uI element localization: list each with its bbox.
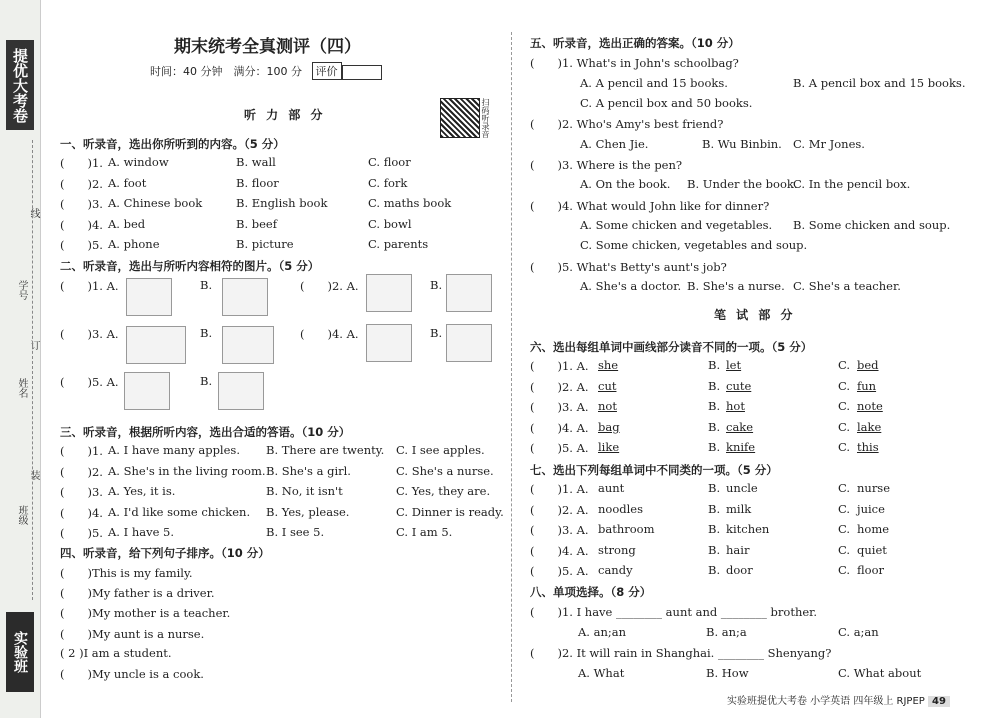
question-number: ( )3. — [60, 485, 103, 499]
question-number: ( )3. A. — [530, 523, 589, 537]
label-c: C. — [838, 522, 851, 536]
option-c: C. I see apples. — [396, 443, 485, 457]
cut-line — [32, 140, 33, 600]
answer-option: A. She's a doctor. — [580, 279, 682, 293]
word-a: like — [598, 440, 620, 454]
label-b: B. — [708, 501, 721, 516]
word-b: cake — [726, 419, 754, 434]
option-a: A. phone — [108, 237, 160, 251]
word-c: note — [857, 399, 883, 413]
answer-option: B. Wu Binbin. — [702, 137, 782, 151]
answer-option: C. Some chicken, vegetables and soup. — [580, 238, 808, 252]
word-a: cut — [598, 378, 617, 393]
label-b: B. — [708, 440, 721, 454]
label-b: B. — [708, 481, 721, 495]
option-b: B. No, it isn't — [266, 484, 343, 498]
picture-baby — [446, 274, 492, 312]
seal-char-2: 订 — [28, 340, 39, 350]
question-number: ( )4. A. — [530, 420, 589, 435]
question-text: ( )4. What would John like for dinner? — [530, 199, 770, 213]
option-a: A. Yes, it is. — [108, 484, 176, 498]
word-a: not — [598, 399, 617, 413]
word-c: juice — [857, 501, 885, 516]
section-5-title: 五、听录音，选出正确的答案。（10 分） — [530, 36, 740, 50]
label-b: B. — [708, 542, 721, 557]
pic-q5-label: ( )5. A. — [60, 375, 119, 389]
word-b: knife — [726, 440, 756, 454]
option-b: B. floor — [236, 175, 279, 190]
option-b: B. There are twenty. — [266, 443, 385, 457]
option-a: A. bed — [108, 216, 146, 231]
section-8-title: 八、单项选择。（8 分） — [530, 585, 652, 599]
question-text: ( )1. What's in John's schoolbag? — [530, 56, 739, 70]
section-2-title: 二、听录音，选出与所听内容相符的图片。（5 分） — [60, 259, 320, 273]
question-number: ( )3. — [60, 197, 103, 211]
word-b: hair — [726, 542, 750, 557]
option-a: A. foot — [108, 175, 147, 190]
option-a: A. I have many apples. — [108, 443, 240, 457]
word-a: strong — [598, 542, 636, 557]
option-b: B. wall — [236, 155, 276, 169]
question-text: ( )5. What's Betty's aunt's job? — [530, 260, 727, 274]
word-b: uncle — [726, 481, 758, 495]
word-a: bathroom — [598, 522, 655, 536]
label-c: C. — [838, 563, 851, 577]
option-c: C. I am 5. — [396, 525, 453, 539]
picture-living-room — [222, 326, 274, 364]
word-b: cute — [726, 378, 752, 393]
answer-option: B. How — [706, 666, 749, 680]
question-number: ( )1. — [60, 444, 103, 458]
rating-box[interactable] — [342, 65, 382, 80]
word-c: floor — [857, 563, 885, 577]
option-a: A. I'd like some chicken. — [108, 504, 251, 519]
option-a: A. window — [108, 155, 169, 169]
question-number: ( )2. A. — [530, 379, 589, 394]
answer-option: B. Under the book. — [687, 177, 798, 191]
answer-option: A. What — [578, 666, 625, 680]
rating-label: 评价 — [312, 62, 342, 80]
answer-option: B. A pencil box and 15 books. — [793, 76, 966, 90]
word-c: fun — [857, 378, 877, 393]
question-text: ( )3. Where is the pen? — [530, 158, 683, 172]
qr-code[interactable] — [440, 98, 480, 138]
name-label: 姓名 — [16, 378, 27, 398]
footer — [727, 692, 950, 707]
answer-option: C. Mr Jones. — [793, 137, 865, 151]
label-c: C. — [838, 501, 851, 516]
picture-doctor — [218, 372, 264, 410]
pic-q2-b: B. — [430, 278, 443, 292]
sentence-item: ( 2 )I am a student. — [60, 645, 172, 660]
listening-part-title: 听 力 部 分 — [244, 108, 326, 122]
pic-q1-b: B. — [200, 278, 213, 292]
label-b: B. — [708, 358, 721, 372]
column-divider — [511, 32, 512, 702]
question-number: ( )4. — [60, 505, 103, 520]
question-number: ( )1. A. — [530, 482, 589, 496]
word-a: aunt — [598, 481, 625, 495]
answer-option: C. She's a teacher. — [793, 279, 901, 293]
binding-strip — [0, 0, 41, 718]
answer-option: A. A pencil and 15 books. — [580, 76, 728, 90]
label-c: C. — [838, 481, 851, 495]
picture-bedroom — [126, 326, 186, 364]
word-c: this — [857, 440, 879, 454]
answer-option: B. She's a nurse. — [687, 279, 785, 293]
option-c: C. Yes, they are. — [396, 484, 491, 498]
label-b: B. — [708, 419, 721, 434]
answer-option: A. Some chicken and vegetables. — [580, 218, 773, 232]
section-7-title: 七、选出下列每组单词中不同类的一项。（5 分） — [530, 463, 778, 477]
label-b: B. — [708, 522, 721, 536]
word-b: door — [726, 563, 753, 577]
word-b: milk — [726, 501, 752, 516]
sentence-item: ( )My aunt is a nurse. — [60, 626, 205, 641]
picture-kitchen — [126, 278, 172, 316]
label-c: C. — [838, 419, 851, 434]
answer-option: C. a;an — [838, 625, 879, 639]
pic-q5-b: B. — [200, 374, 213, 388]
brand-logo-2: 实验班 — [6, 612, 34, 692]
label-c: C. — [838, 378, 851, 393]
option-c: C. floor — [368, 155, 411, 169]
sentence-item: ( )My father is a driver. — [60, 586, 215, 601]
option-c: C. maths book — [368, 196, 452, 210]
question-number: ( )2. A. — [530, 502, 589, 517]
question-number: ( )2. — [60, 464, 103, 479]
word-a: bag — [598, 419, 620, 434]
option-b: B. I see 5. — [266, 525, 325, 539]
word-c: quiet — [857, 542, 887, 557]
question-number: ( )5. — [60, 238, 103, 252]
footer-text: 实验班提优大考卷 小学英语 四年级上 RJPEP — [727, 696, 925, 707]
label-c: C. — [838, 358, 851, 372]
option-c: C. She's a nurse. — [396, 463, 494, 478]
pic-q2-label: ( )2. A. — [300, 279, 359, 293]
word-c: bed — [857, 358, 879, 372]
question-text: ( )2. Who's Amy's best friend? — [530, 117, 724, 131]
question-number: ( )4. — [60, 217, 103, 232]
question-text: ( )2. It will rain in Shanghai. ________ Shenyang? — [530, 646, 832, 660]
section-3-title: 三、听录音，根据所听内容，选出合适的答语。（10 分） — [60, 425, 351, 439]
option-a: A. She's in the living room. — [108, 463, 266, 478]
student-id-label: 学号 — [16, 280, 27, 300]
word-b: let — [726, 358, 742, 372]
answer-option: A. Chen Jie. — [580, 137, 649, 151]
word-a: she — [598, 358, 619, 372]
question-number: ( )1. A. — [530, 359, 589, 373]
answer-option: C. What about — [838, 666, 922, 680]
exam-time-score: 时间：40 分钟 满分：100 分 — [150, 65, 302, 78]
pic-q4-b: B. — [430, 326, 443, 340]
word-a: candy — [598, 563, 633, 577]
option-b: B. Yes, please. — [266, 504, 350, 519]
picture-boy — [366, 274, 412, 312]
picture-knife-fork — [366, 324, 412, 362]
answer-option: A. On the book. — [580, 177, 671, 191]
sentence-item: ( )My uncle is a cook. — [60, 667, 204, 681]
label-c: C. — [838, 399, 851, 413]
word-b: hot — [726, 399, 745, 413]
option-b: B. picture — [236, 237, 294, 251]
sentence-item: ( )My mother is a teacher. — [60, 606, 231, 621]
seal-char-3: 装 — [28, 470, 39, 480]
section-6-title: 六、选出每组单词中画线部分读音不同的一项。（5 分） — [530, 340, 813, 354]
sentence-item: ( )This is my family. — [60, 566, 193, 580]
picture-farmer — [124, 372, 170, 410]
word-c: nurse — [857, 481, 891, 495]
pic-q1-label: ( )1. A. — [60, 279, 119, 293]
option-b: B. beef — [236, 216, 277, 231]
answer-option: C. In the pencil box. — [793, 177, 911, 191]
label-c: C. — [838, 542, 851, 557]
section-4-title: 四、听录音，给下列句子排序。（10 分） — [60, 546, 270, 560]
writing-part-title: 笔 试 部 分 — [714, 308, 796, 322]
label-b: B. — [708, 378, 721, 393]
pic-q3-label: ( )3. A. — [60, 327, 119, 341]
class-label: 班级 — [16, 505, 27, 525]
page-title: 期末统考全真测评（四） — [174, 37, 361, 57]
brand-logo: 提优大考卷 — [6, 40, 34, 130]
question-number: ( )5. A. — [530, 564, 589, 578]
label-b: B. — [708, 399, 721, 413]
option-c: C. fork — [368, 175, 408, 190]
pic-q3-b: B. — [200, 326, 213, 340]
answer-option: A. an;an — [578, 625, 627, 639]
word-c: lake — [857, 419, 882, 434]
option-a: A. I have 5. — [108, 525, 175, 539]
option-a: A. Chinese book — [108, 196, 203, 210]
question-text: ( )1. I have ________ aunt and ________ brother. — [530, 605, 818, 619]
label-c: C. — [838, 440, 851, 454]
option-b: B. She's a girl. — [266, 463, 351, 478]
answer-option: C. A pencil box and 50 books. — [580, 96, 753, 110]
picture-chopsticks — [446, 324, 492, 362]
exam-meta — [150, 62, 382, 80]
pic-q4-label: ( )4. A. — [300, 327, 359, 341]
option-c: C. parents — [368, 237, 429, 251]
question-number: ( )3. A. — [530, 400, 589, 414]
question-number: ( )4. A. — [530, 543, 589, 558]
option-b: B. English book — [236, 196, 328, 210]
qr-caption: 扫码听录音 — [481, 98, 490, 138]
seal-char-1: 线 — [28, 208, 39, 218]
page-number: 49 — [928, 696, 950, 707]
question-number: ( )2. — [60, 176, 103, 191]
word-b: kitchen — [726, 522, 770, 536]
word-a: noodles — [598, 501, 644, 516]
section-1-title: 一、听录音，选出你所听到的内容。（5 分） — [60, 137, 285, 151]
answer-option: B. an;a — [706, 625, 747, 639]
label-b: B. — [708, 563, 721, 577]
answer-option: B. Some chicken and soup. — [793, 218, 951, 232]
option-c: C. Dinner is ready. — [396, 504, 504, 519]
picture-classroom — [222, 278, 268, 316]
word-c: home — [857, 522, 890, 536]
question-number: ( )5. — [60, 526, 103, 540]
question-number: ( )1. — [60, 156, 103, 170]
question-number: ( )5. A. — [530, 441, 589, 455]
option-c: C. bowl — [368, 216, 412, 231]
